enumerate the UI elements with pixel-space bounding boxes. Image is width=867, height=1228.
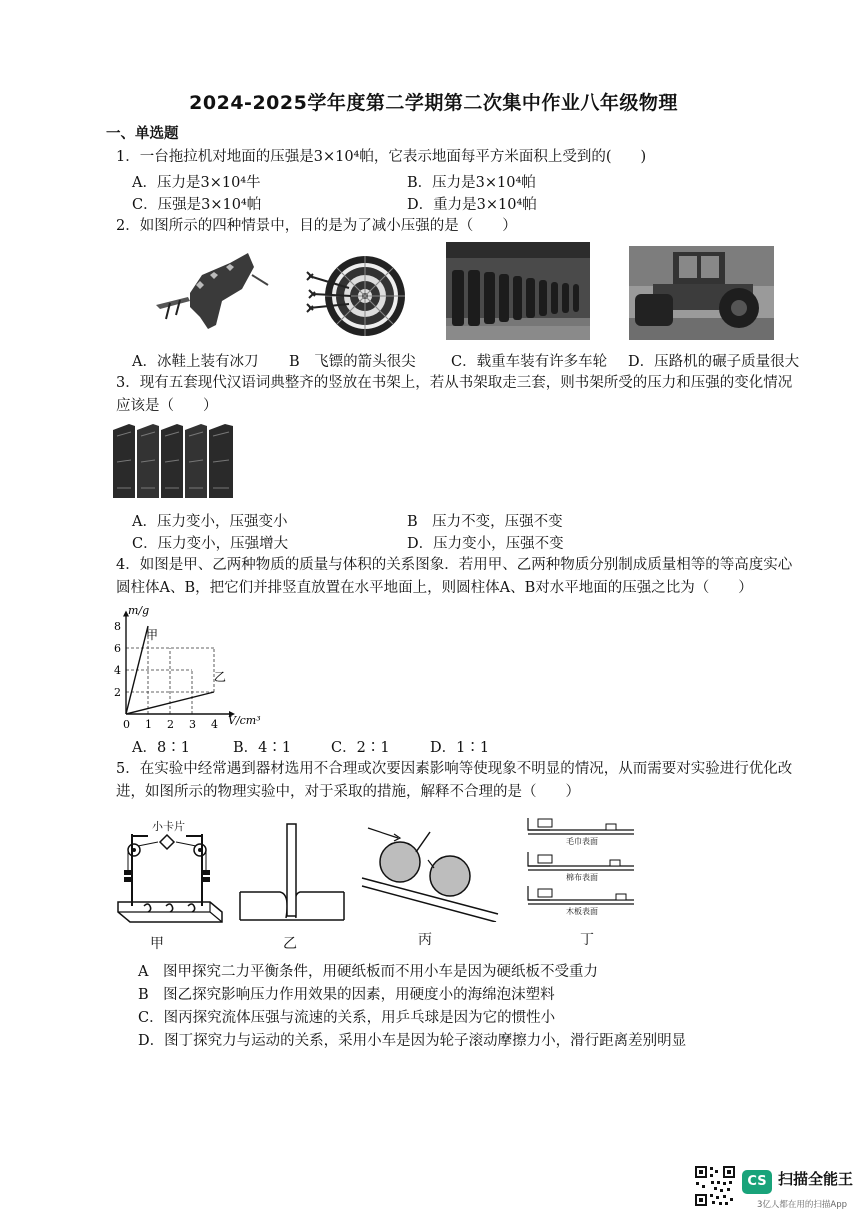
q3-stem-line2: 应该是（ ） — [116, 398, 218, 414]
y-axis-label: m/g — [128, 604, 150, 617]
q1-stem: 1．一台拖拉机对地面的压强是3×10⁴帕，它表示地面每平方米面积上受到的( ) — [116, 149, 647, 165]
towel-surface-label: 毛巾表面 — [566, 837, 598, 846]
caption-bing: 丙 — [418, 932, 432, 948]
mass-volume-chart — [108, 600, 268, 732]
q5-option-b: B 图乙探究影响压力作用效果的因素，用硬度小的海绵泡沫塑料 — [138, 987, 555, 1003]
q4-option-b: B．4∶1 — [233, 740, 292, 756]
ice-skate-image — [130, 245, 270, 337]
x-tick-label: 4 — [211, 718, 218, 731]
caption-jia: 甲 — [150, 936, 164, 952]
cs-logo-icon: CS — [742, 1170, 772, 1194]
q3-stem-line1: 3．现有五套现代汉语词典整齐的竖放在书架上，若从书架取走三套，则书架所受的压力和压强的变化情况 — [116, 375, 793, 391]
q4-option-a: A．8∶1 — [132, 740, 190, 756]
scanner-app-tagline: 3亿人都在用的扫描App — [757, 1200, 848, 1210]
series-line-0 — [126, 626, 148, 714]
scanner-app-name: 扫描全能王 — [778, 1170, 854, 1188]
q3-option-c: C．压力变小，压强增大 — [132, 536, 289, 552]
card-label: 小卡片 — [152, 820, 185, 833]
caption-ding: 丁 — [580, 932, 594, 948]
caption-yi: 乙 — [283, 936, 297, 952]
x-axis-label: V/cm³ — [228, 714, 261, 727]
y-tick-label: 4 — [114, 664, 121, 677]
towel-surface-ramp — [528, 818, 634, 834]
q5-stem-line1: 5．在实验中经常遇到器材选用不合理或次要因素影响等使现象不明显的情况，从而需要对实验进行优化改 — [116, 761, 793, 777]
q1-option-a: A．压力是3×10⁴牛 — [132, 175, 261, 191]
page-title: 2024-2025学年度第二学期第二次集中作业八年级物理 — [189, 92, 678, 114]
q5-option-d: D．图丁探究力与运动的关系，采用小车是因为轮子滚动摩擦力小，滑行距离差别明显 — [138, 1033, 687, 1049]
q1-option-c: C．压强是3×10⁴帕 — [132, 197, 262, 213]
q5-option-c: C．图丙探究流体压强与流速的关系，用乒乓球是因为它的惯性小 — [138, 1010, 556, 1026]
q4-option-c: C．2∶1 — [331, 740, 390, 756]
q4-option-d: D．1∶1 — [430, 740, 490, 756]
q2-stem: 2．如图所示的四种情景中，目的是为了减小压强的是（ ） — [116, 218, 517, 234]
wood-surface-label: 木板表面 — [566, 907, 598, 916]
chart-guides — [126, 626, 214, 714]
y-tick-label: 6 — [114, 642, 121, 655]
q2-option-a: A．冰鞋上装有冰刀 — [132, 354, 259, 370]
x-tick-label: 3 — [189, 718, 196, 731]
q4-stem-line2: 圆柱体A、B，把它们并排竖直放置在水平地面上，则圆柱体A、B对水平地面的压强之比为（ ） — [116, 580, 753, 596]
section-heading: 一、单选题 — [106, 126, 179, 142]
series-label-yi: 乙 — [214, 670, 227, 684]
series-label-jia: 甲 — [146, 628, 159, 642]
series-line-1 — [126, 692, 214, 714]
y-tick-label: 2 — [114, 686, 121, 699]
two-force-balance-apparatus — [114, 818, 226, 930]
road-roller-image — [629, 246, 774, 340]
q3-option-b: B 压力不变，压强不变 — [407, 514, 563, 530]
y-tick-label: 8 — [114, 620, 121, 633]
q2-option-c: C．载重车装有许多车轮 — [451, 354, 608, 370]
x-tick-label: 1 — [145, 718, 152, 731]
sponge-pressure-apparatus — [236, 822, 348, 922]
q3-option-d: D．压力变小，压强不变 — [407, 536, 564, 552]
qr-code-icon — [694, 1165, 736, 1207]
cotton-surface-label: 棉布表面 — [566, 873, 598, 882]
q1-option-d: D．重力是3×10⁴帕 — [407, 197, 537, 213]
x-tick-label: 2 — [167, 718, 174, 731]
ping-pong-airflow-apparatus — [360, 824, 500, 922]
dartboard-image — [305, 248, 405, 340]
dictionaries-image — [111, 422, 235, 500]
heavy-truck-wheels-image — [446, 242, 590, 340]
q3-option-a: A．压力变小，压强变小 — [132, 514, 288, 530]
q1-option-b: B．压力是3×10⁴帕 — [407, 175, 536, 191]
q2-option-b: B 飞镖的箭头很尖 — [289, 354, 416, 370]
x-tick-label: 0 — [123, 718, 130, 731]
q5-option-a: A 图甲探究二力平衡条件，用硬纸板而不用小车是因为硬纸板不受重力 — [138, 964, 598, 980]
q4-stem-line1: 4．如图是甲、乙两种物质的质量与体积的关系图象．若用甲、乙两种物质分别制成质量相等的等高度实心 — [116, 557, 793, 573]
wood-surface-ramp — [528, 886, 634, 904]
chart-series — [126, 626, 214, 714]
q5-stem-line2: 进，如图所示的物理实验中，对于采取的措施，解释不合理的是（ ） — [116, 784, 580, 800]
cotton-surface-ramp — [528, 852, 634, 870]
q2-option-d: D．压路机的碾子质量很大 — [628, 354, 800, 370]
